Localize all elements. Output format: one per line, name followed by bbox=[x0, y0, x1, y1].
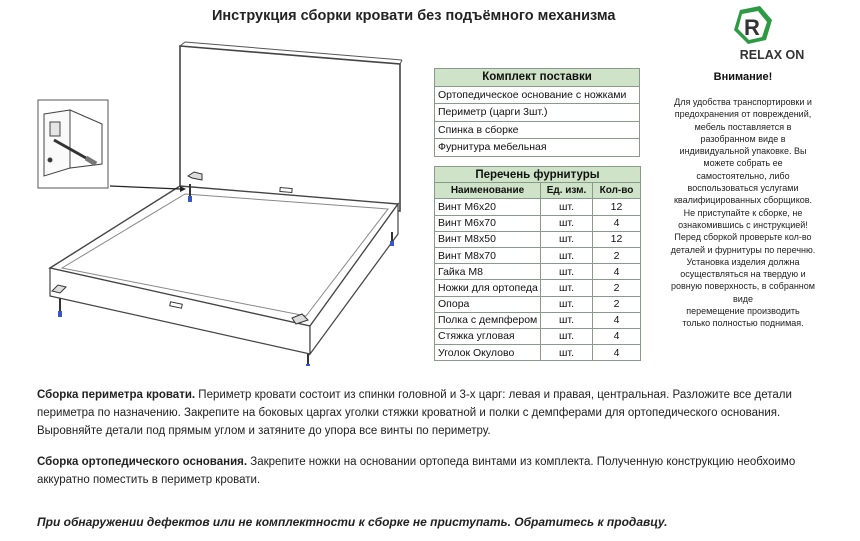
item-qty: 2 bbox=[593, 247, 641, 263]
attention-line: ровную поверхность, в собранном bbox=[671, 281, 815, 292]
item-unit: шт. bbox=[541, 199, 593, 215]
item-unit: шт. bbox=[541, 345, 593, 361]
attention-line: Для удобства транспортировки и bbox=[674, 97, 812, 107]
column-header-name: Наименование bbox=[435, 183, 541, 199]
table-row bbox=[435, 199, 641, 215]
item-name: Винт М6х70 bbox=[435, 215, 541, 231]
footer-warning: При обнаружении дефектов или не комплектности к сборке не приступать. Обратитесь к продавцу. bbox=[37, 515, 668, 529]
item-unit: шт. bbox=[541, 296, 593, 312]
kit-item: Фурнитура мебельная bbox=[435, 139, 640, 157]
attention-line: можете собрать ее bbox=[703, 158, 783, 169]
table-row bbox=[435, 345, 641, 361]
attention-line: самостоятельно, либо bbox=[696, 170, 790, 181]
bed-assembly-illustration bbox=[30, 36, 420, 366]
attention-line: Не приступайте к сборке, не bbox=[683, 207, 803, 218]
kit-table-header: Комплект поставки bbox=[435, 69, 640, 87]
item-name: Гайка М8 bbox=[435, 264, 541, 280]
section-text: Закрепите ножки на основании ортопеда винтами из комплекта. Полученную конструкцию необхоимо аккуратно поместить в периметр кровати. bbox=[37, 456, 796, 486]
table-row bbox=[435, 264, 641, 280]
attention-line: мебель поставляется в bbox=[694, 121, 792, 132]
attention-line: предохранения от повреждений, bbox=[674, 109, 812, 120]
kit-contents-table bbox=[434, 68, 640, 157]
column-header-qty: Кол-во bbox=[593, 183, 641, 199]
bracket-detail-inset bbox=[38, 100, 108, 188]
item-qty: 4 bbox=[593, 345, 641, 361]
attention-line: осуществляться на твердую и bbox=[680, 269, 806, 280]
column-header-unit: Ед. изм. bbox=[541, 183, 593, 199]
item-qty: 4 bbox=[593, 215, 641, 231]
attention-line: разобранном виде в bbox=[700, 133, 786, 144]
hardware-table bbox=[434, 166, 641, 361]
table-row bbox=[435, 231, 641, 247]
item-unit: шт. bbox=[541, 215, 593, 231]
attention-line: перемещение производить bbox=[686, 306, 800, 317]
section-text: Периметр кровати состоит из спинки головной и 3-х царг: левая и правая, центральная. Разложите все детали периметра по назначению. Закрепите на боковых царгах уголки стяжки кроватной и полки с демпферами для ортопедического основания. Выровняйте детали под прямым углом и затяните до упора все винты по периметру. bbox=[37, 389, 792, 437]
hardware-table-header: Перечень фурнитуры bbox=[435, 167, 641, 183]
table-row bbox=[435, 247, 641, 263]
section-title: Сборка периметра кровати. bbox=[37, 389, 196, 401]
item-unit: шт. bbox=[541, 264, 593, 280]
kit-item: Спинка в сборке bbox=[435, 121, 640, 139]
kit-item: Периметр (царги 3шт.) bbox=[435, 104, 640, 122]
attention-text bbox=[660, 96, 826, 330]
item-name: Стяжка угловая bbox=[435, 328, 541, 344]
item-name: Полка с демпфером bbox=[435, 312, 541, 328]
item-qty: 2 bbox=[593, 280, 641, 296]
attention-line: виде bbox=[732, 293, 754, 304]
item-qty: 4 bbox=[593, 328, 641, 344]
item-name: Винт М8х50 bbox=[435, 231, 541, 247]
attention-line: воспользоваться услугами bbox=[687, 183, 799, 194]
item-qty: 12 bbox=[593, 231, 641, 247]
logo-letter: R bbox=[744, 15, 760, 40]
attention-line: индивидуальной упаковке. Вы bbox=[679, 146, 807, 157]
item-unit: шт. bbox=[541, 247, 593, 263]
item-name: Винт М8х70 bbox=[435, 247, 541, 263]
table-row bbox=[435, 312, 641, 328]
page-title: Инструкция сборки кровати без подъёмного механизма bbox=[212, 8, 616, 24]
item-unit: шт. bbox=[541, 328, 593, 344]
item-qty: 4 bbox=[593, 264, 641, 280]
logo-text: RELAX ON bbox=[739, 48, 805, 62]
item-name: Ножки для ортопеда bbox=[435, 280, 541, 296]
item-qty: 2 bbox=[593, 296, 641, 312]
section-title: Сборка ортопедического основания. bbox=[37, 456, 248, 468]
item-name: Винт М6х20 bbox=[435, 199, 541, 215]
table-row bbox=[435, 296, 641, 312]
perimeter-assembly-section bbox=[37, 386, 827, 440]
attention-line: Установка изделия должна bbox=[686, 256, 800, 267]
attention-line: только полностью поднимая. bbox=[682, 318, 804, 329]
attention-line: квалифицированных сборщиков. bbox=[673, 195, 813, 206]
attention-line: Перед сборкой проверьте кол-во bbox=[674, 232, 812, 243]
kit-item: Ортопедическое основание с ножками bbox=[435, 86, 640, 104]
table-row bbox=[435, 215, 641, 231]
item-qty: 4 bbox=[593, 312, 641, 328]
item-unit: шт. bbox=[541, 312, 593, 328]
attention-line: деталей и фурнитуры по перечню. bbox=[670, 244, 816, 255]
base-assembly-section bbox=[37, 453, 827, 489]
item-name: Опора bbox=[435, 296, 541, 312]
item-name: Уголок Окулово bbox=[435, 345, 541, 361]
attention-line: ознакомившись с инструкцией! bbox=[678, 219, 808, 230]
table-row bbox=[435, 328, 641, 344]
table-row bbox=[435, 280, 641, 296]
item-unit: шт. bbox=[541, 231, 593, 247]
headboard bbox=[180, 46, 400, 211]
item-qty: 12 bbox=[593, 199, 641, 215]
item-unit: шт. bbox=[541, 280, 593, 296]
attention-title: Внимание! bbox=[713, 71, 773, 83]
